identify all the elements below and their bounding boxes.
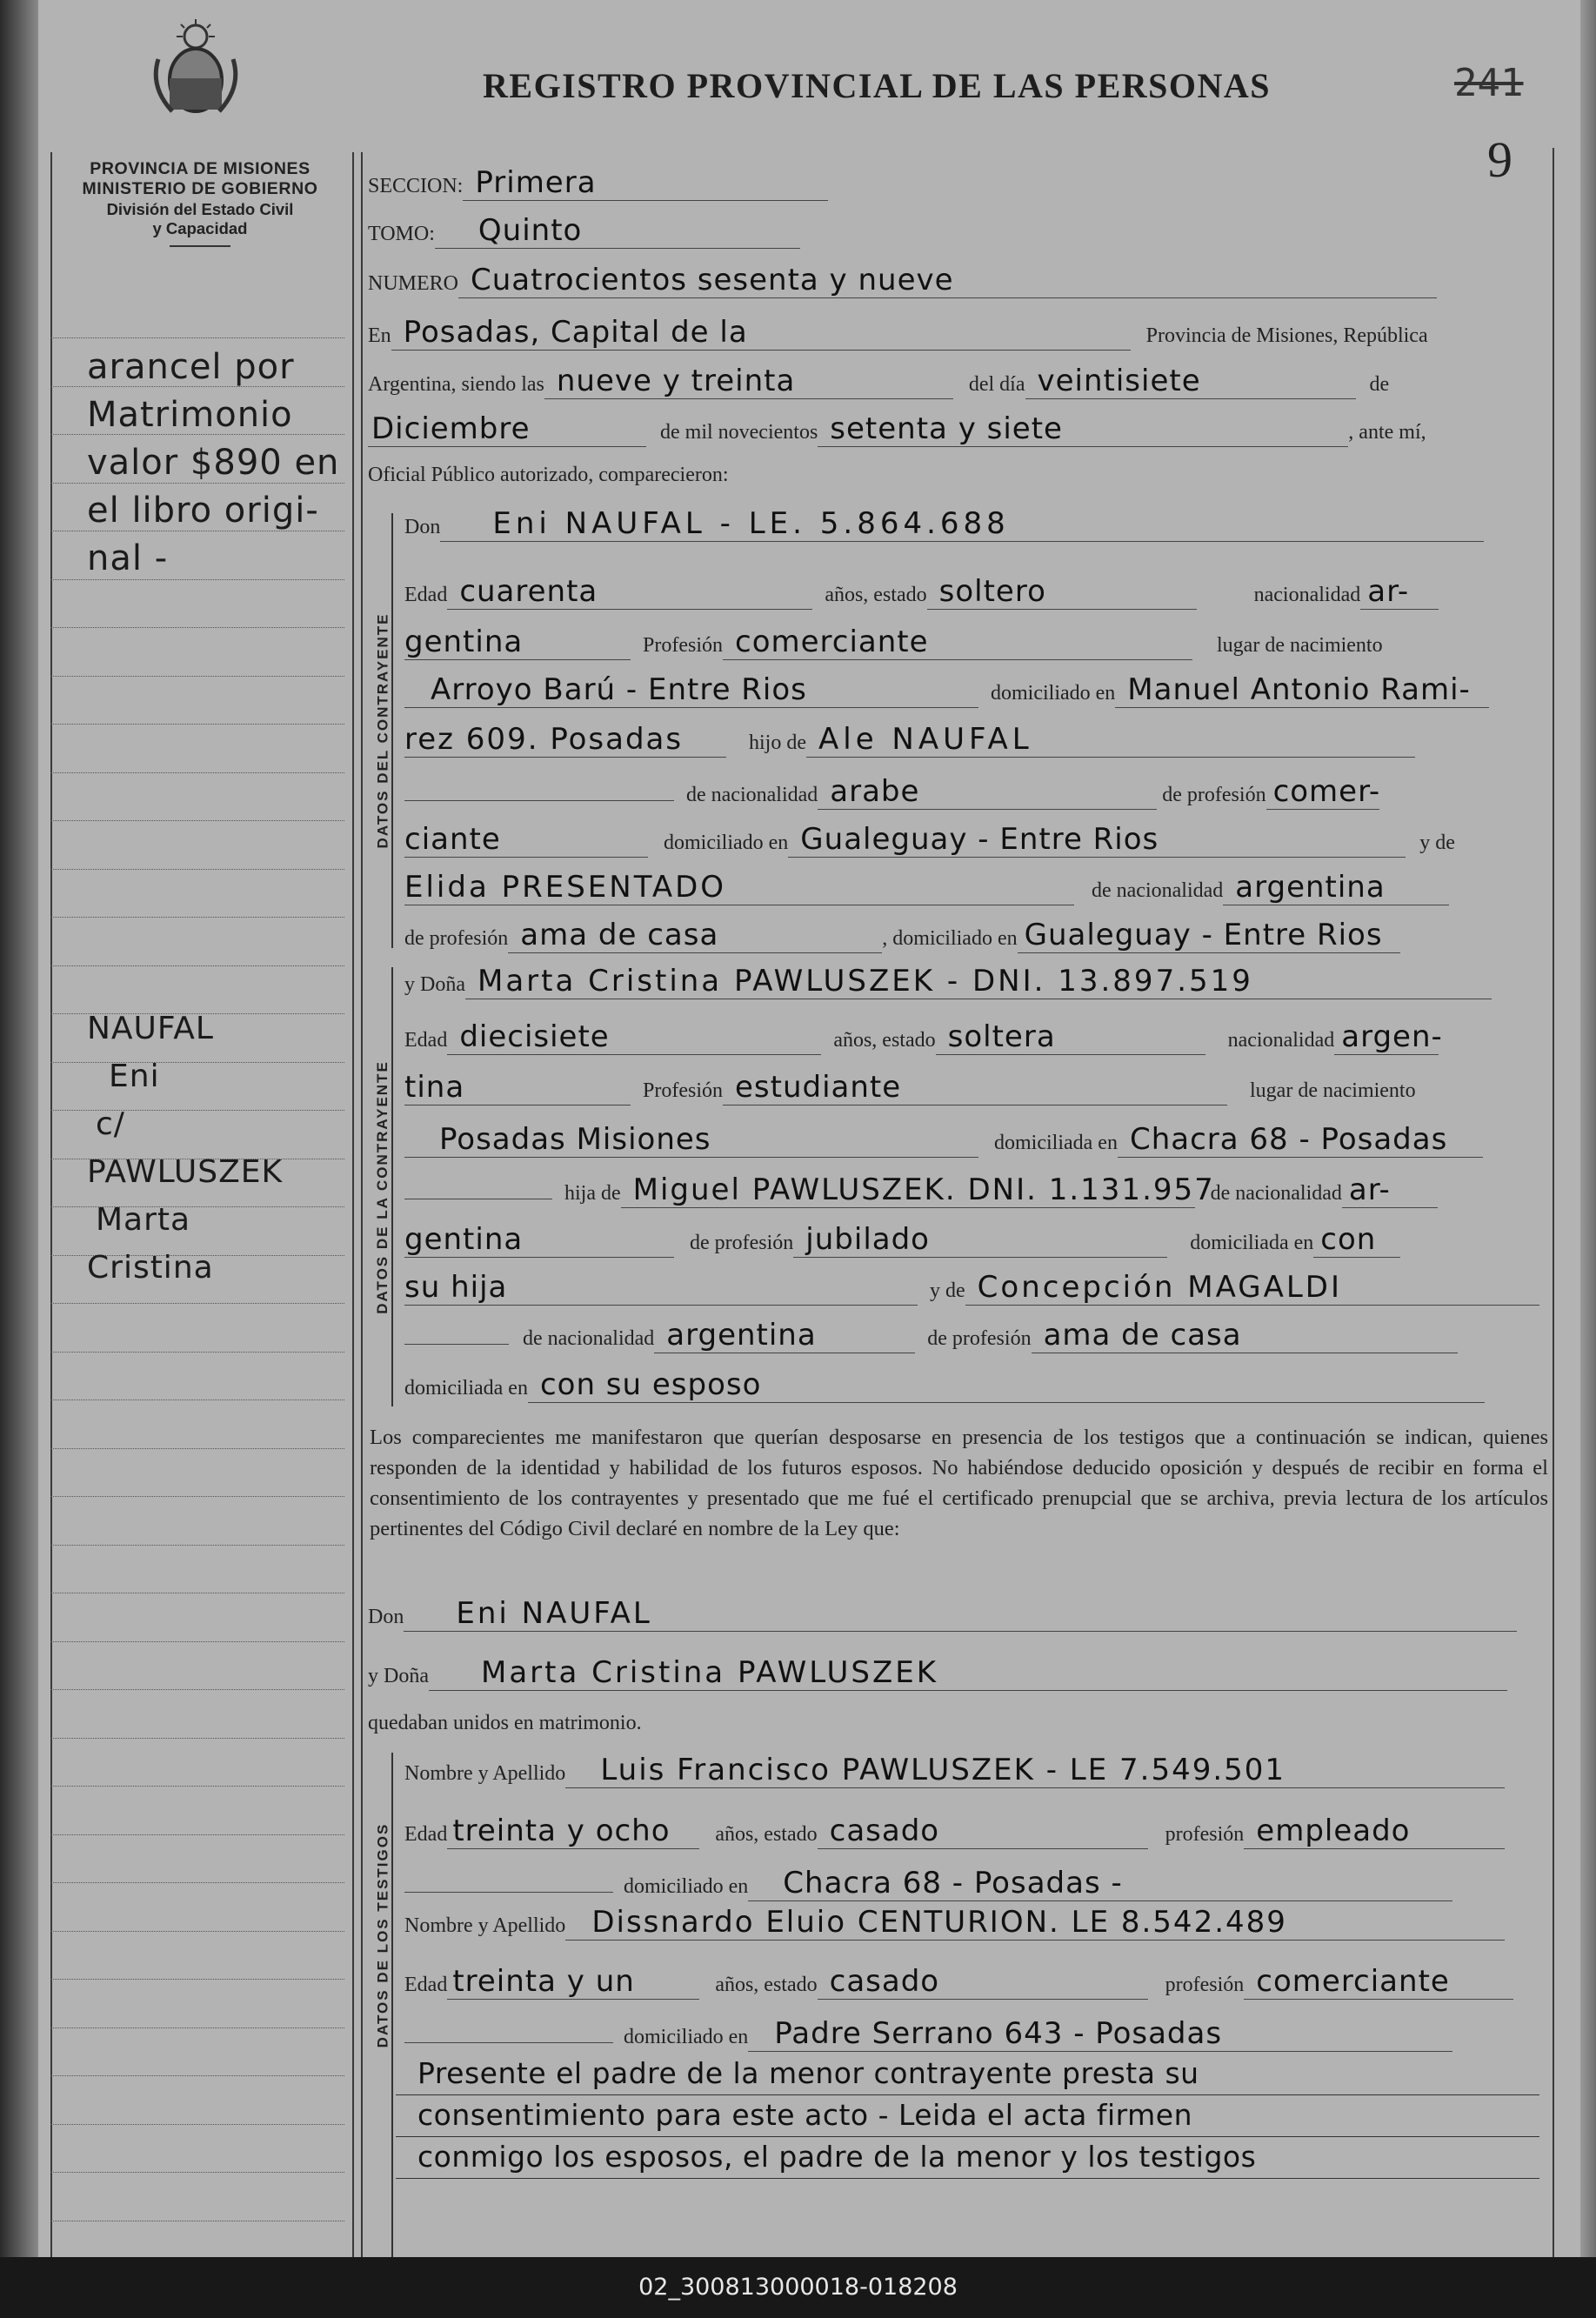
observation-line: Presente el padre de la menor contrayente presta su [417,2056,1199,2090]
groom-mother-prof: ama de casa [508,918,882,953]
witness1-name-row [404,1753,1505,1788]
margin-note-line: el libro origi- [87,491,319,531]
margin-note [87,344,374,583]
bride-mother: Concepción MAGALDI [965,1270,1539,1306]
coat-of-arms-icon [148,17,244,117]
groom-mother: Elida PRESENTADO [404,870,1074,905]
book-binding [0,0,38,2257]
margin-ruled-line [50,1689,344,1690]
groom-mother-dom: Gualeguay - Entre Rios [1018,918,1400,953]
scan-footer-code: 02_300813000018-018208 [0,2257,1596,2318]
bride-mother-prof: ama de casa [1032,1318,1458,1353]
witness2-name-row [404,1905,1505,1941]
dona-label: y Doña [404,973,465,996]
bride-section-title: DATOS DE LA CONTRAYENTE [374,1059,391,1314]
crossed-number: 241 [1454,61,1524,105]
statement-paragraph: Los comparecientes me manifestaron que querían desposarse en presencia de los testigos que a continuación se indican, quienes responden de la identidad y habilidad de los futuros esposos. No habiéndose deducido oposición y después de recibir en forma el consentimiento de los contrayentes y presentado que me fué el certificado prenupcial que se archiva, previa lectura de los artículos pertinentes del Código Civil declaré en nombre de la Ley que: [370,1426,1548,1540]
margin-ruled-line [50,2075,344,2076]
groom-age-row [404,574,1439,610]
de-mil-text: de mil novecientos [660,421,818,444]
witness-section-title: DATOS DE LOS TESTIGOS [374,1822,391,2048]
w2-estado: casado [818,1964,1148,2000]
w2-nombre-label: Nombre y Apellido [404,1914,566,1937]
estado-label: años, estado [825,584,927,606]
del-dia-text: del día [968,373,1025,396]
groom-father-nac: arabe [818,774,1157,810]
margin-spouse-names [87,1005,348,1292]
w2-domicile: Padre Serrano 643 - Posadas [748,2016,1452,2052]
margin-ruled-line [50,2172,344,2173]
bride-father: Miguel PAWLUSZEK. DNI. 1.131.957 [621,1172,1195,1208]
bride-father-prof-row [404,1222,1400,1258]
groom-age: cuarenta [447,574,812,610]
dom-label: domiciliado en [991,682,1116,705]
w1-profession: empleado [1244,1814,1505,1849]
bride-mother-dom: con su esposo [528,1367,1485,1403]
margin-ruled-line [50,1882,344,1883]
page-right-line [1553,148,1554,2261]
prof-label-b: Profesión [643,1079,723,1102]
bride-prof-row [404,1070,1416,1106]
groom-father-nac-row [404,774,1379,810]
w2-dom-label: domiciliado en [624,2026,749,2048]
bride-nac-1: argen- [1334,1019,1439,1055]
groom-section-label [365,513,400,948]
tomo-value: Quinto [435,213,800,249]
office-province: PROVINCIA DE MISIONES [90,159,311,178]
margin-ruled-line [50,1448,344,1449]
blank-line [404,2042,613,2043]
don-label: Don [404,516,441,538]
margin-ruled-line [50,1931,344,1932]
margin-name: NAUFAL [87,1011,214,1046]
nac-label: nacionalidad [1253,584,1361,606]
observation-rule [396,2178,1539,2179]
groom-name-row [404,506,1484,542]
tomo-label: TOMO: [368,223,435,245]
blank-line [404,1892,613,1893]
numero-value: Cuatrocientos sesenta y nueve [458,263,1437,298]
groom-birth-row [404,672,1489,708]
bride-mother-nac: argentina [654,1318,915,1353]
closing-text: quedaban unidos en matrimonio. [368,1712,642,1734]
groom-prof-row [404,625,1383,660]
de-prof-label: de profesión [1162,784,1266,806]
de-prof-label-b: de profesión [690,1232,794,1254]
edad-label-b: Edad [404,1029,448,1052]
margin-ruled-line [50,676,344,677]
bride-name-row [404,964,1492,999]
declared-bride: Marta Cristina PAWLUSZEK [429,1655,1507,1691]
day-value: veintisiete [1025,364,1356,399]
groom-nac-2: gentina [404,625,631,660]
oficial-row [368,464,729,487]
w1-estado-label: años, estado [715,1823,818,1846]
oficial-text: Oficial Público autorizado, comparecieron: [368,464,729,486]
de-nac-label-b2: de nacionalidad [523,1327,655,1350]
y-de-label: y de [1419,832,1455,854]
lugar-label: lugar de nacimiento [1217,634,1383,657]
observation-rule [396,2136,1539,2137]
groom-domicile-1: Manuel Antonio Rami- [1115,672,1489,708]
margin-note-line: arancel por [87,347,295,387]
groom-father-dom-row [404,822,1455,858]
estado-label-b: años, estado [833,1029,936,1052]
w1-estado: casado [818,1814,1148,1849]
groom-nac-1: ar- [1360,574,1439,610]
margin-ruled-line [50,2027,344,2028]
groom-father-row [404,722,1415,758]
margin-ruled-line [50,2124,344,2125]
w2-estado-label: años, estado [715,1974,818,1996]
office-underline [170,245,230,247]
declared-groom-row [368,1596,1517,1632]
w1-edad-label: Edad [404,1823,448,1846]
margin-ruled-line [50,917,344,918]
bride-birthplace: Posadas Misiones [404,1122,978,1158]
groom-estado: soltero [927,574,1197,610]
witness2-age-row [404,1964,1513,2000]
groom-mother-prof-row [404,918,1400,953]
w2-age: treinta y un [447,1964,699,2000]
numero-label: NUMERO [368,272,459,295]
margin-ruled-line [50,1641,344,1642]
w2-prof-label: profesión [1165,1974,1245,1996]
w1-name: Luis Francisco PAWLUSZEK - LE 7.549.501 [565,1753,1505,1788]
document-title: REGISTRO PROVINCIAL DE LAS PERSONAS [483,66,1272,105]
dona-label-2: y Doña [368,1665,429,1687]
margin-name: c/ [96,1106,125,1142]
office-capacity: y Capacidad [152,218,248,237]
bride-mother-dom-row [404,1367,1485,1403]
bride-mother-nac-row [404,1318,1458,1353]
time-row [368,364,1389,399]
margin-ruled-line [50,1303,344,1304]
margin-ruled-line [50,1979,344,1980]
bride-mother-row [404,1270,1539,1306]
hijo-label: hijo de [749,731,806,754]
witness1-age-row [404,1814,1505,1849]
groom-mother-nac: argentina [1223,870,1449,905]
witness-section-label [365,1753,400,2118]
observations [417,2053,1548,2178]
w2-name: Dissnardo Eluio CENTURION. LE 8.542.489 [565,1905,1505,1941]
w2-edad-label: Edad [404,1974,448,1996]
bride-nac-2: tina [404,1070,631,1106]
w2-profession: comerciante [1244,1964,1513,2000]
groom-section-title: DATOS DEL CONTRAYENTE [374,612,391,849]
hija-label: hija de [564,1182,621,1205]
bride-section-label [365,967,400,1406]
margin-ruled-line [50,1399,344,1400]
blank-line [404,1344,509,1345]
bride-father-dom-2: su hija [404,1270,918,1306]
margin-note-line: Matrimonio [87,395,293,435]
tomo-row [368,213,800,249]
dom-label-2: domiciliado en [664,832,789,854]
office-division: División del Estado Civil [106,199,294,218]
ante-mi-text: , ante mí, [1348,421,1426,444]
year-value: setenta y siete [818,411,1348,447]
seccion-value: Primera [463,165,828,201]
observation-rule [396,2094,1539,2095]
page-number: 9 [1487,131,1513,188]
margin-ruled-line [50,1352,344,1353]
margin-ruled-line [50,772,344,773]
observation-line: consentimiento para este acto - Leida el acta firmen [417,2098,1193,2132]
witness2-dom-row [404,2016,1452,2052]
issuing-office [48,159,352,247]
margin-ruled-line [50,965,344,966]
margin-ruled-line [50,1738,344,1739]
de-nac-label-b: de nacionalidad [1210,1182,1342,1205]
province-text: Provincia de Misiones, República [1145,324,1428,347]
bride-profession: estudiante [723,1070,1227,1106]
margin-ruled-line [50,627,344,628]
declared-groom: Eni NAUFAL [404,1596,1517,1632]
bride-domicile: Chacra 68 - Posadas [1118,1122,1483,1158]
bride-age: diecisiete [447,1019,821,1055]
edad-label: Edad [404,584,448,606]
seccion-row [368,165,828,201]
groom-domicile-2: rez 609. Posadas [404,722,726,758]
nac-label-b: nacionalidad [1227,1029,1335,1052]
dom-label-b: domiciliada en [994,1132,1118,1154]
margin-note-line: valor $890 en [87,443,340,483]
y-de-label-b: y de [930,1279,965,1302]
dom-label-b2: domiciliada en [1190,1232,1314,1254]
don-label-2: Don [368,1606,404,1628]
groom-profession: comerciante [723,625,1192,660]
dom-label-b3: domiciliada en [404,1377,528,1399]
bride-father-dom-1: con [1313,1222,1400,1258]
margin-ruled-line [50,869,344,870]
w1-prof-label: profesión [1165,1823,1245,1846]
margin-ruled-line [50,820,344,821]
numero-row [368,263,1437,298]
margin-name: Cristina [87,1250,214,1286]
margin-note-line: nal - [87,538,169,578]
bride-father-nac-2: gentina [404,1222,674,1258]
month-value: Diciembre [368,411,646,447]
margin-ruled-line [50,1786,344,1787]
de-prof-label-b2: de profesión [927,1327,1032,1350]
bride-father-row [404,1172,1438,1208]
closing-row [368,1712,642,1735]
groom-birthplace: Arroyo Barú - Entre Rios [404,672,978,708]
margin-name: Marta [96,1202,191,1238]
blank-line [404,800,674,801]
place-row [368,315,1428,351]
bride-birth-row [404,1122,1483,1158]
w1-age: treinta y ocho [447,1814,699,1849]
margin-name: Eni [109,1059,160,1094]
margin-left-line [50,152,52,2257]
margin-ruled-line [50,1496,344,1497]
bride-estado: soltera [936,1019,1205,1055]
bride-father-nac-1: ar- [1342,1172,1438,1208]
paper-edge [1580,0,1596,2257]
w1-domicile: Chacra 68 - Posadas - [748,1866,1452,1901]
dom2-label: , domiciliado en [882,927,1018,950]
groom-father-dom: Gualeguay - Entre Rios [788,822,1406,858]
groom-mother-row [404,870,1449,905]
de-text: de [1369,373,1390,396]
w1-nombre-label: Nombre y Apellido [404,1762,566,1785]
argentina-text: Argentina, siendo las [368,373,544,396]
date-row [368,411,1426,447]
en-label: En [368,324,391,347]
margin-ruled-line [50,1834,344,1835]
de-prof-label-2: de profesión [404,927,509,950]
bride-name: Marta Cristina PAWLUSZEK - DNI. 13.897.519 [465,964,1492,999]
declared-bride-row [368,1655,1507,1691]
margin-ruled-line [50,337,344,338]
hour-value: nueve y treinta [544,364,953,399]
margin-name: PAWLUSZEK [87,1154,284,1190]
groom-father-prof-1: comer- [1266,774,1379,810]
bride-father-prof: jubilado [793,1222,1167,1258]
margin-ruled-line [50,1545,344,1546]
seccion-label: SECCION: [368,175,464,197]
bride-age-row [404,1019,1443,1055]
de-nac-label-2: de nacionalidad [1092,879,1224,902]
observation-line: conmigo los esposos, el padre de la menor y los testigos [417,2140,1257,2174]
margin-ruled-line [50,724,344,725]
witness1-dom-row [404,1866,1452,1901]
groom-father-prof-2: ciante [404,822,648,858]
prof-label: Profesión [643,634,723,657]
groom-father: Ale NAUFAL [806,722,1415,758]
lugar-label-b: lugar de nacimiento [1250,1079,1416,1102]
groom-name: Eni NAUFAL - LE. 5.864.688 [440,506,1484,542]
de-nac-label: de nacionalidad [686,784,818,806]
place-value: Posadas, Capital de la [391,315,1131,351]
office-ministry: MINISTERIO DE GOBIERNO [82,179,318,199]
w1-dom-label: domiciliado en [624,1875,749,1898]
